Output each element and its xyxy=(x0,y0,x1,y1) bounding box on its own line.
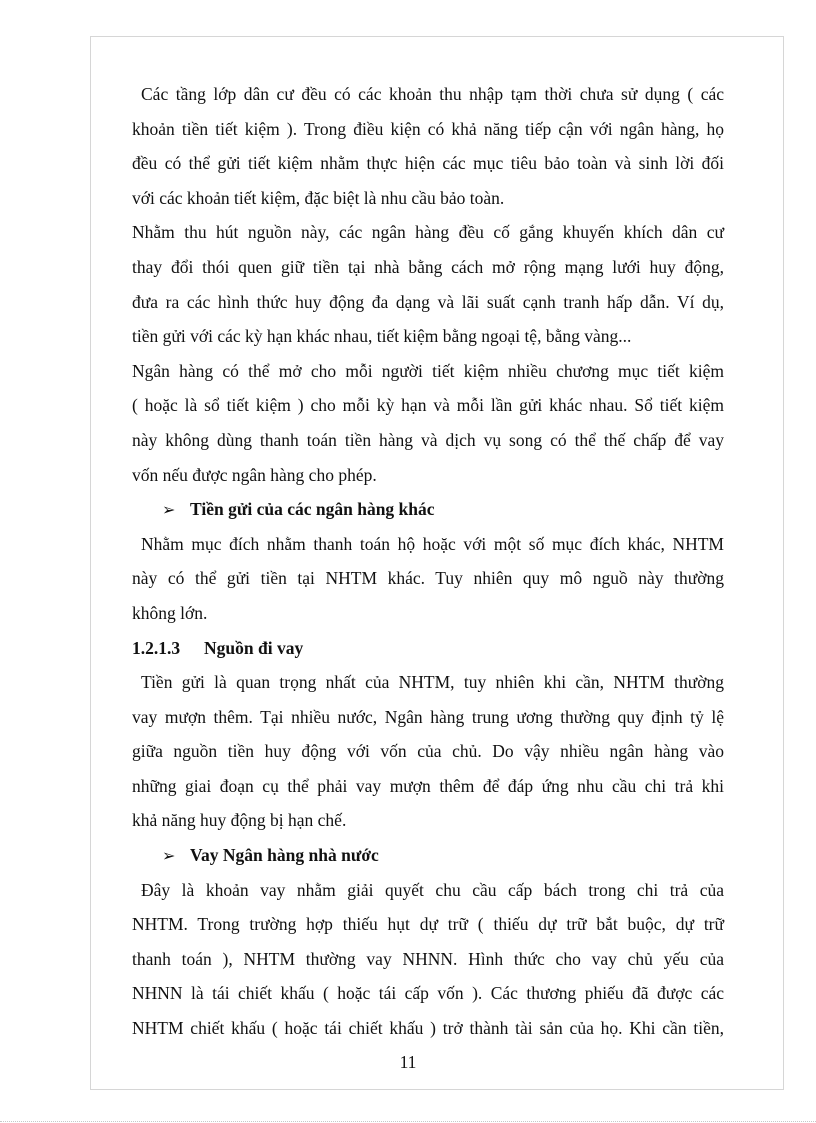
paragraph-2-line-2: thay đổi thói quen giữ tiền tại nhà bằng cách mở rộng mạng lưới huy động, xyxy=(132,256,724,277)
paragraph-2-line-1: Nhằm thu hút nguồn này, các ngân hàng đều cố gắng khuyến khích dân cư xyxy=(132,222,724,243)
paragraph-1-line-3: đều có thể gửi tiết kiệm nhằm thực hiện các mục tiêu bảo toàn và sinh lời đối xyxy=(132,153,724,174)
bullet-heading-text: Tiền gửi của các ngân hàng khác xyxy=(190,499,435,520)
paragraph-6-line-3: thanh toán ), NHTM thường vay NHNN. Hình thức cho vay chủ yếu của xyxy=(132,948,724,969)
paragraph-1-line-1: Các tầng lớp dân cư đều có các khoản thu nhập tạm thời chưa sử dụng ( các xyxy=(141,84,724,104)
document-body xyxy=(132,77,724,1046)
paragraph-5-line-1: Tiền gửi là quan trọng nhất của NHTM, tuy nhiên khi cần, NHTM thường xyxy=(141,672,724,693)
paragraph-6-line-2: NHTM. Trong trường hợp thiếu hụt dự trữ ( thiếu dự trữ bắt buộc, dự trữ xyxy=(132,914,724,935)
arrow-bullet-icon: ➢ xyxy=(162,502,176,520)
paragraph-4-line-1: Nhằm mục đích nhằm thanh toán hộ hoặc với một số mục đích khác, NHTM xyxy=(141,533,724,554)
paragraph-6-line-4: NHNN là tái chiết khấu ( hoặc tái cấp vốn ). Các thương phiếu đã được các xyxy=(132,983,724,1004)
bullet-heading-central-bank-loans xyxy=(132,838,724,873)
section-number: 1.2.1.3 xyxy=(132,637,181,658)
arrow-bullet-icon: ➢ xyxy=(162,848,176,866)
paragraph-6-line-1: Đây là khoản vay nhằm giải quyết chu cầu cấp bách trong chi trả của xyxy=(141,879,724,900)
page-number: 11 xyxy=(399,1052,417,1072)
paragraph-3-line-2: ( hoặc là sổ tiết kiệm ) cho mỗi kỳ hạn và mỗi lần gửi khác nhau. Sổ tiết kiệm xyxy=(132,395,724,416)
paragraph-6-line-5: NHTM chiết khấu ( hoặc tái chiết khấu ) trở thành tài sản của họ. Khi cần tiền, xyxy=(132,1018,724,1039)
section-heading xyxy=(132,631,724,666)
page-bottom-divider xyxy=(0,1121,816,1122)
paragraph-1-line-2: khoản tiền tiết kiệm ). Trong điều kiện có khả năng tiếp cận với ngân hàng, họ xyxy=(132,118,724,139)
paragraph-5-line-5: khả năng huy động bị hạn chế. xyxy=(132,810,347,831)
section-title: Nguồn đi vay xyxy=(204,637,304,658)
paragraph-3-line-1: Ngân hàng có thể mở cho mỗi người tiết kiệm nhiều chương mục tiết kiệm xyxy=(132,360,724,381)
paragraph-3-line-3: này không dùng thanh toán tiền hàng và dịch vụ song có thể thế chấp để vay xyxy=(132,429,724,450)
paragraph-2-line-3: đưa ra các hình thức huy động đa dạng và lãi suất cạnh tranh hấp dẫn. Ví dụ, xyxy=(132,291,724,312)
paragraph-4-line-3: không lớn. xyxy=(132,602,208,623)
bullet-heading-interbank-deposits xyxy=(132,492,724,527)
paragraph-3-line-4: vốn nếu được ngân hàng cho phép. xyxy=(132,464,377,485)
bullet-heading-text: Vay Ngân hàng nhà nước xyxy=(190,845,379,866)
paragraph-4-line-2: này có thể gửi tiền tại NHTM khác. Tuy nhiên quy mô nguồ này thường xyxy=(132,568,724,589)
paragraph-2-line-4: tiền gửi với các kỳ hạn khác nhau, tiết kiệm bằng ngoại tệ, bằng vàng... xyxy=(132,326,632,347)
paragraph-5-line-3: giữa nguồn tiền huy động với vốn của chủ. Do vậy nhiều ngân hàng vào xyxy=(132,741,724,762)
paragraph-5-line-4: những giai đoạn cụ thể phải vay mượn thêm để đáp ứng nhu cầu chi trả khi xyxy=(132,775,724,796)
paragraph-1-line-4: với các khoản tiết kiệm, đặc biệt là nhu cầu bảo toàn. xyxy=(132,187,505,208)
paragraph-5-line-2: vay mượn thêm. Tại nhiều nước, Ngân hàng trung ương thường quy định tỷ lệ xyxy=(132,706,724,727)
